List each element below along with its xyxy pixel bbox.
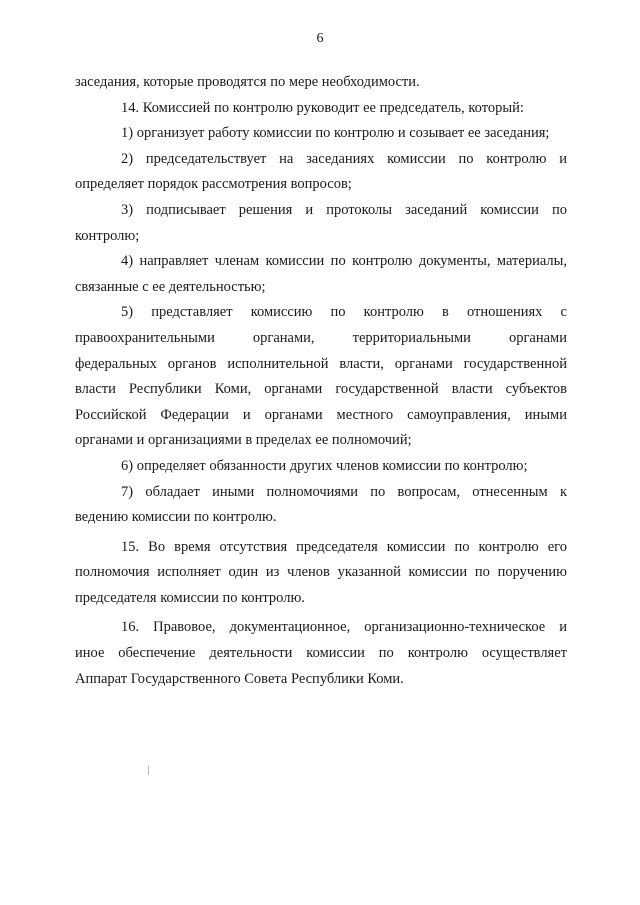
document-line: Российской Федерации и органами местного самоуправления, иными (75, 406, 567, 423)
document-line: 4) направляет членам комиссии по контролю документы, материалы, (121, 253, 567, 270)
document-line: правоохранительными органами, территориальными органами (75, 329, 567, 346)
document-line: 3) подписывает решения и протоколы заседаний комиссии по (121, 201, 567, 218)
document-line: контролю; (75, 227, 140, 244)
document-line: определяет порядок рассмотрения вопросов; (75, 176, 352, 193)
page-number: 6 (316, 31, 324, 46)
document-line: федеральных органов исполнительной власти, органами государственной (75, 355, 567, 372)
document-line: 14. Комиссией по контролю руководит ее председатель, который: (121, 99, 524, 116)
document-line: власти Республики Коми, органами государственной власти субъектов (75, 381, 567, 398)
document-line: Аппарат Государственного Совета Республики Коми. (75, 670, 404, 687)
document-line: 5) представляет комиссию по контролю в отношениях с (121, 304, 567, 321)
document-line: 16. Правовое, документационное, организационно-техническое и (121, 619, 567, 636)
document-line: председателя комиссии по контролю. (75, 589, 305, 606)
document-line: 2) председательствует на заседаниях комиссии по контролю и (121, 150, 567, 167)
document-line: ведению комиссии по контролю. (75, 509, 277, 526)
document-line: иное обеспечение деятельности комиссии по контролю осуществляет (75, 645, 567, 662)
scan-mark (148, 766, 149, 775)
document-line: заседания, которые проводятся по мере необходимости. (75, 74, 420, 90)
document-line: 6) определяет обязанности других членов комиссии по контролю; (121, 457, 528, 474)
document-line: 7) обладает иными полномочиями по вопросам, отнесенным к (121, 483, 567, 500)
document-line: 1) организует работу комиссии по контролю и созывает ее заседания; (121, 125, 550, 142)
document-body (75, 70, 567, 692)
document-line: связанные с ее деятельностью; (75, 278, 266, 295)
document-line: 15. Во время отсутствия председателя комиссии по контролю его (121, 538, 567, 555)
document-line: полномочия исполняет один из членов указанной комиссии по поручению (75, 564, 567, 581)
document-line: органами и организациями в пределах ее полномочий; (75, 432, 412, 449)
